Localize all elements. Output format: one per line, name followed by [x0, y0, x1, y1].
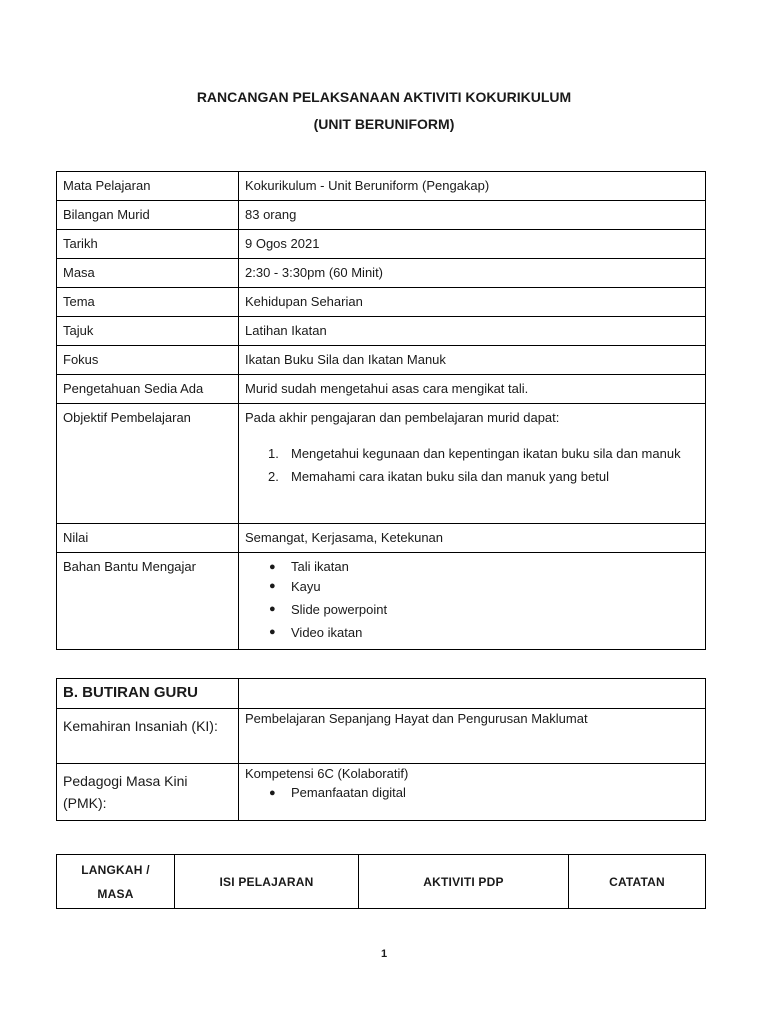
value-tarikh: 9 Ogos 2021 — [239, 230, 706, 259]
table-row — [57, 288, 706, 317]
value-bilangan-murid: 83 orang — [239, 201, 706, 230]
value-tajuk: Latihan Ikatan — [239, 317, 706, 346]
header-catatan: CATATAN — [569, 855, 706, 909]
value-pmk — [239, 764, 706, 821]
bbm-list — [269, 559, 699, 644]
header-langkah-masa: LANGKAH / MASA — [57, 855, 175, 909]
table-row — [57, 404, 706, 524]
list-item: ● Slide powerpoint — [291, 598, 699, 621]
langkah-table — [56, 854, 706, 909]
table-row — [57, 679, 706, 709]
value-mata-pelajaran: Kokurikulum - Unit Beruniform (Pengakap) — [239, 172, 706, 201]
value-fokus: Ikatan Buku Sila dan Ikatan Manuk — [239, 346, 706, 375]
label-tarikh: Tarikh — [57, 230, 239, 259]
pmk-list — [269, 785, 699, 801]
objektif-intro: Pada akhir pengajaran dan pembelajaran murid dapat: — [245, 410, 560, 425]
header-aktiviti-pdp: AKTIVITI PDP — [359, 855, 569, 909]
header-isi-pelajaran: ISI PELAJARAN — [175, 855, 359, 909]
label-tajuk: Tajuk — [57, 317, 239, 346]
value-nilai: Semangat, Kerjasama, Ketekunan — [239, 524, 706, 553]
list-item: ● Kayu — [291, 575, 699, 598]
page-number: 1 — [380, 948, 388, 960]
table-row — [57, 855, 706, 909]
table-row — [57, 346, 706, 375]
bullet-icon: ● — [269, 626, 276, 638]
bullet-icon: ● — [269, 787, 276, 799]
label-masa: Masa — [57, 259, 239, 288]
value-pengetahuan: Murid sudah mengetahui asas cara mengikat tali. — [239, 375, 706, 404]
table-row — [57, 230, 706, 259]
label-bbm: Bahan Bantu Mengajar — [57, 553, 239, 650]
info-table — [56, 171, 706, 650]
butiran-guru-table — [56, 678, 706, 821]
table-row — [57, 764, 706, 821]
list-item: ● Pemanfaatan digital — [269, 785, 406, 800]
table-row — [57, 259, 706, 288]
value-masa: 2:30 - 3:30pm (60 Minit) — [239, 259, 706, 288]
pmk-value: Kompetensi 6C (Kolaboratif) — [245, 766, 409, 781]
label-pmk: Pedagogi Masa Kini (PMK): — [57, 764, 239, 821]
value-bbm — [239, 553, 706, 650]
table-row — [57, 317, 706, 346]
table-row — [57, 375, 706, 404]
label-bilangan-murid: Bilangan Murid — [57, 201, 239, 230]
objektif-list — [291, 442, 699, 488]
label-objektif: Objektif Pembelajaran — [57, 404, 239, 524]
table-row — [57, 709, 706, 764]
list-item: Memahami cara ikatan buku sila dan manuk yang betul — [291, 469, 609, 484]
table-row — [57, 524, 706, 553]
document-subtitle: (UNIT BERUNIFORM) — [313, 116, 455, 132]
section-heading: B. BUTIRAN GURU — [57, 679, 239, 709]
list-item: Mengetahui kegunaan dan kepentingan ikatan buku sila dan manuk — [291, 446, 681, 461]
label-tema: Tema — [57, 288, 239, 317]
bullet-icon: ● — [269, 603, 276, 615]
list-item: ● Tali ikatan — [269, 559, 349, 574]
label-ki: Kemahiran Insaniah (KI): — [57, 709, 239, 764]
empty-cell — [239, 679, 706, 709]
table-row — [57, 201, 706, 230]
table-row — [57, 553, 706, 650]
list-item: ● Video ikatan — [291, 621, 699, 644]
value-ki: Pembelajaran Sepanjang Hayat dan Pengurusan Maklumat — [239, 709, 706, 764]
document-title: RANCANGAN PELAKSANAAN AKTIVITI KOKURIKULUM — [196, 89, 572, 105]
label-fokus: Fokus — [57, 346, 239, 375]
bullet-icon: ● — [269, 580, 276, 592]
label-mata-pelajaran: Mata Pelajaran — [57, 172, 239, 201]
label-pengetahuan: Pengetahuan Sedia Ada — [57, 375, 239, 404]
value-tema: Kehidupan Seharian — [239, 288, 706, 317]
table-row — [57, 172, 706, 201]
label-nilai: Nilai — [57, 524, 239, 553]
value-objektif — [239, 404, 706, 524]
bullet-icon: ● — [269, 561, 276, 573]
